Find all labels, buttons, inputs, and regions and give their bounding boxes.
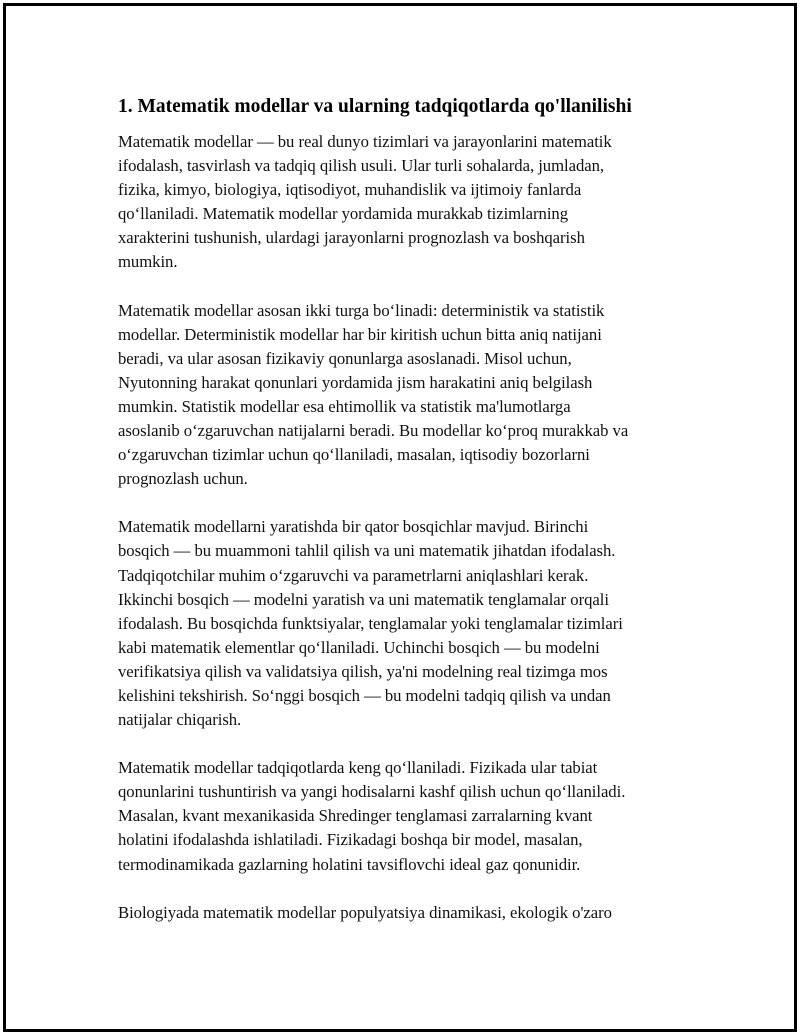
text-line: fizika, kimyo, biologiya, iqtisodiyot, muhandislik va ijtimoiy fanlarda — [118, 180, 582, 200]
text-line: Matematik modellar asosan ikki turga bo‘linadi: deterministik va statistik — [118, 300, 605, 320]
paragraph — [118, 130, 695, 275]
text-line: bosqich — bu muammoni tahlil qilish va uni matematik jihatdan ifodalash. — [118, 541, 616, 561]
text-line: asoslanib o‘zgaruvchan natijalarni beradi. Bu modellar ko‘proq murakkab va — [118, 421, 629, 441]
text-line: qo‘llaniladi. Matematik modellar yordamida murakkab tizimlarning — [118, 204, 569, 224]
text-line: modellar. Deterministik modellar har bir kiritish uchun bitta aniq natijani — [118, 324, 602, 344]
text-line: Nyutonning harakat qonunlari yordamida jism harakatini aniq belgilash — [118, 372, 593, 392]
text-line: ifodalash, tasvirlash va tadqiq qilish usuli. Ular turli sohalarda, jumladan, — [118, 156, 605, 176]
text-line: Biologiyada matematik modellar populyatsiya dinamikasi, ekologik o'zaro — [118, 902, 612, 922]
text-line: beradi, va ular asosan fizikaviy qonunlarga asoslanadi. Misol uchun, — [118, 348, 572, 368]
text-line: Ikkinchi bosqich — modelni yaratish va uni matematik tenglamalar orqali — [118, 589, 609, 609]
text-line: verifikatsiya qilish va validatsiya qilish, ya'ni modelning real tizimga mos — [118, 661, 608, 681]
text-line: kelishini tekshirish. So‘nggi bosqich — bu modelni tadqiq qilish va undan — [118, 685, 611, 705]
text-line: Masalan, kvant mexanikasida Shredinger tenglamasi zarralarning kvant — [118, 806, 593, 826]
paragraph — [118, 756, 695, 876]
paragraph — [118, 299, 695, 492]
paragraph — [118, 901, 695, 925]
text-line: qonunlarini tushuntirish va yangi hodisalarni kashf qilish uchun qo‘llaniladi. — [118, 782, 626, 802]
text-line: Matematik modellarni yaratishda bir qator bosqichlar mavjud. Birinchi — [118, 517, 589, 537]
text-line: termodinamikada gazlarning holatini tavsiflovchi ideal gaz qonunidir. — [118, 854, 581, 874]
text-line: prognozlash uchun. — [118, 469, 248, 489]
text-line: o‘zgaruvchan tizimlar uchun qo‘llaniladi, masalan, iqtisodiy bozorlarni — [118, 445, 590, 465]
text-line: mumkin. — [118, 252, 178, 272]
text-line: Matematik modellar tadqiqotlarda keng qo‘llaniladi. Fizikada ular tabiat — [118, 758, 598, 778]
text-line: kabi matematik elementlar qo‘llaniladi. Uchinchi bosqich — bu modelni — [118, 637, 600, 657]
text-line: ifodalash. Bu bosqichda funktsiyalar, tenglamalar yoki tenglamalar tizimlari — [118, 613, 623, 633]
section-heading: 1. Matematik modellar va ularning tadqiqotlarda qo'llanilishi — [118, 96, 632, 117]
document-body — [115, 94, 695, 949]
paragraph — [118, 515, 695, 732]
text-line: xarakterini tushunish, ulardagi jarayonlarni prognozlash va boshqarish — [118, 228, 585, 248]
text-line: natijalar chiqarish. — [118, 710, 242, 730]
text-line: holatini ifodalashda ishlatiladi. Fizikadagi boshqa bir model, masalan, — [118, 830, 583, 850]
text-line: mumkin. Statistik modellar esa ehtimollik va statistik ma'lumotlarga — [118, 396, 571, 416]
text-line: Tadqiqotchilar muhim o‘zgaruvchi va parametrlarni aniqlashlari kerak. — [118, 565, 589, 585]
paragraphs-container — [115, 130, 695, 925]
text-line: Matematik modellar — bu real dunyo tizimlari va jarayonlarini matematik — [118, 132, 612, 151]
